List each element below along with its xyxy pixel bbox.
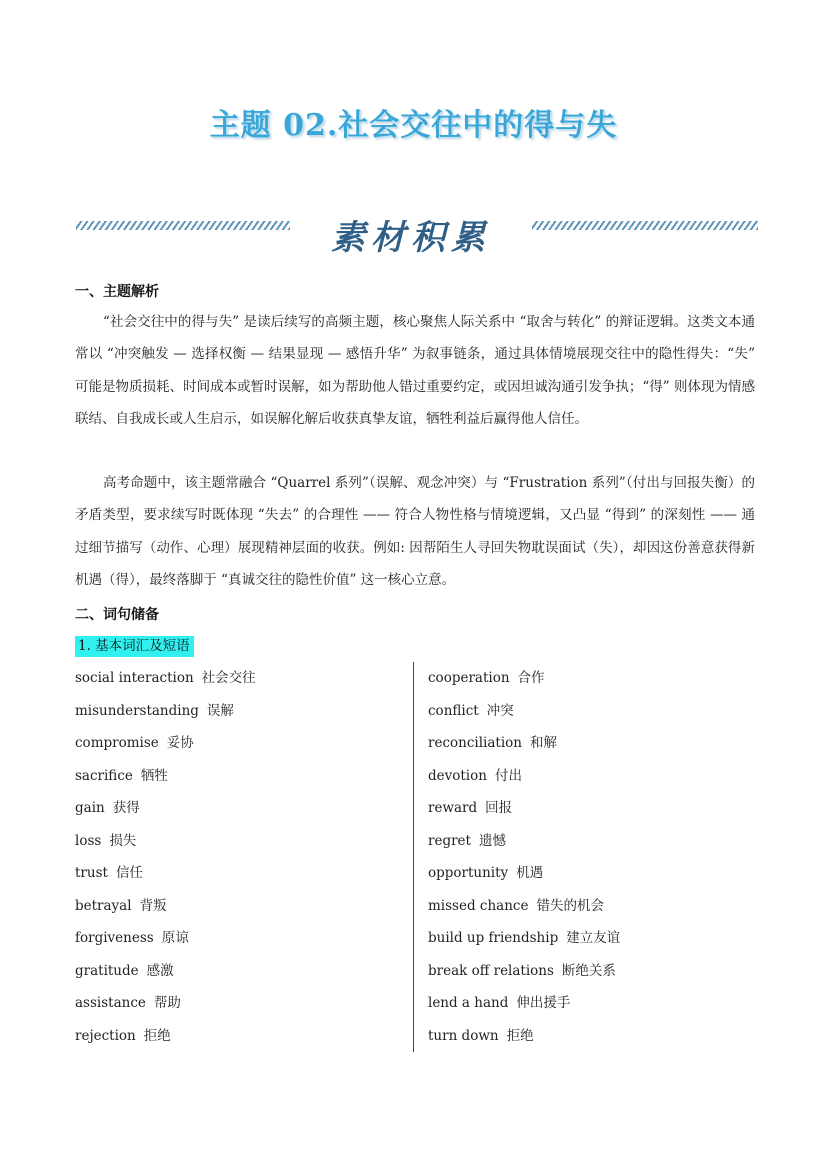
vocab-item (428, 790, 758, 823)
vocab-chinese: 信任 (115, 865, 143, 881)
vocab-english: trust (75, 865, 108, 881)
vocab-chinese: 伸出援手 (516, 995, 571, 1011)
paragraph-1: “社会交往中的得与失” 是读后续写的高频主题，核心聚焦人际关系中 “取舍与转化” 的辩证逻辑。这类文本通常以 “冲突触发 — 选择权衡 — 结果显现 — 感悟升华” 为叙事链条，通过具体情境展现交往中的隐性得失：“失” 可能是物质损耗、时间成本或暂时误解，如为帮助他人错过重要约定，或因坦诚沟通引发争执；“得” 则体现为情感联结、自我成长或人生启示，如误解化解后收获真挚友谊，牺牲利益后赢得他人信任。 (75, 314, 755, 428)
vocab-chinese: 社会交往 (201, 670, 256, 686)
column-divider (413, 662, 414, 1052)
vocab-chinese: 冲突 (486, 702, 514, 719)
vocab-english: opportunity (428, 865, 509, 881)
page-title: 主题 02.社会交往中的得与失 (209, 108, 618, 143)
vocab-english: reward (428, 800, 478, 816)
vocab-english: turn down (428, 1027, 499, 1044)
vocab-english: reconciliation (428, 735, 522, 751)
vocab-column-left (75, 660, 405, 1050)
vocab-english: devotion (428, 767, 487, 784)
vocab-chinese: 拒绝 (506, 1027, 534, 1044)
vocab-chinese: 原谅 (161, 930, 189, 946)
vocab-english: gratitude (75, 962, 139, 979)
vocab-english: break off relations (428, 962, 554, 979)
vocab-chinese: 妥协 (166, 735, 194, 751)
vocab-chinese: 获得 (112, 800, 140, 816)
vocab-english: forgiveness (75, 930, 154, 946)
vocab-item (75, 660, 405, 693)
paragraph-2: 高考命题中，该主题常融合 “Quarrel 系列”（误解、观念冲突）与 “Frustration 系列”（付出与回报失衡）的矛盾类型，要求续写时既体现 “失去” 的合理性 —— 符合人物性格与情境逻辑，又凸显 “得到” 的深刻性 —— 通过细节描写（动作、心理）展现精神层面的收获。例如: 因帮陌生人寻回失物耽误面试（失），却因这份善意获得新机遇（得），最终落脚于 “真诚交往的隐性价值” 这一核心立意。 (75, 475, 755, 589)
vocab-chinese: 和解 (529, 735, 557, 751)
vocab-chinese: 帮助 (153, 995, 181, 1011)
vocab-english: lend a hand (428, 995, 509, 1011)
vocab-item (428, 920, 758, 953)
vocab-chinese: 断绝关系 (561, 962, 616, 979)
vocab-item (75, 1018, 405, 1051)
vocab-item (428, 823, 758, 856)
vocab-chinese: 感激 (146, 962, 174, 979)
vocab-item (428, 855, 758, 888)
vocab-column-right (428, 660, 758, 1050)
vocab-chinese: 付出 (494, 767, 522, 784)
vocab-english: assistance (75, 995, 146, 1011)
vocab-english: gain (75, 800, 105, 816)
vocab-english: cooperation (428, 670, 510, 686)
vocab-item (428, 888, 758, 921)
vocab-english: sacrifice (75, 767, 133, 784)
vocab-english: regret (428, 832, 471, 849)
vocab-item (428, 953, 758, 986)
vocab-item (428, 693, 758, 726)
vocab-item (75, 985, 405, 1018)
vocab-item (75, 758, 405, 791)
vocab-english: conflict (428, 702, 479, 719)
vocab-english: loss (75, 832, 102, 849)
vocab-item (428, 985, 758, 1018)
vocab-item (75, 725, 405, 758)
banner-stripe-left (76, 221, 290, 230)
vocab-item (75, 920, 405, 953)
vocab-chinese: 损失 (109, 832, 137, 849)
vocab-item (428, 1018, 758, 1051)
section-banner: 素材积累 (331, 218, 491, 258)
vocab-english: misunderstanding (75, 702, 199, 719)
vocab-item (75, 790, 405, 823)
vocab-item (428, 725, 758, 758)
vocab-chinese: 建立友谊 (566, 930, 621, 946)
vocab-item (75, 855, 405, 888)
vocab-chinese: 拒绝 (143, 1027, 171, 1044)
vocab-chinese: 错失的机会 (536, 897, 604, 914)
vocab-chinese: 合作 (517, 670, 545, 686)
vocab-item (428, 758, 758, 791)
vocab-english: rejection (75, 1027, 136, 1044)
section-heading-1: 一、主题解析 (75, 284, 159, 300)
vocab-chinese: 机遇 (516, 865, 544, 881)
section-heading-2: 二、词句储备 (75, 607, 159, 623)
vocab-english: betrayal (75, 897, 132, 914)
vocab-chinese: 遗憾 (478, 832, 506, 849)
vocab-item (75, 953, 405, 986)
banner-stripe-right (532, 221, 758, 230)
vocab-english: build up friendship (428, 930, 559, 946)
vocab-chinese: 误解 (206, 702, 234, 719)
vocab-chinese: 牺牲 (140, 767, 168, 784)
vocab-chinese: 回报 (485, 800, 513, 816)
vocab-item (75, 888, 405, 921)
subsection-highlight: 1. 基本词汇及短语 (75, 636, 194, 657)
vocab-item (75, 823, 405, 856)
vocab-chinese: 背叛 (139, 897, 167, 914)
vocab-item (428, 660, 758, 693)
vocab-english: social interaction (75, 670, 194, 686)
vocab-english: missed chance (428, 897, 529, 914)
vocab-english: compromise (75, 735, 159, 751)
vocab-item (75, 693, 405, 726)
